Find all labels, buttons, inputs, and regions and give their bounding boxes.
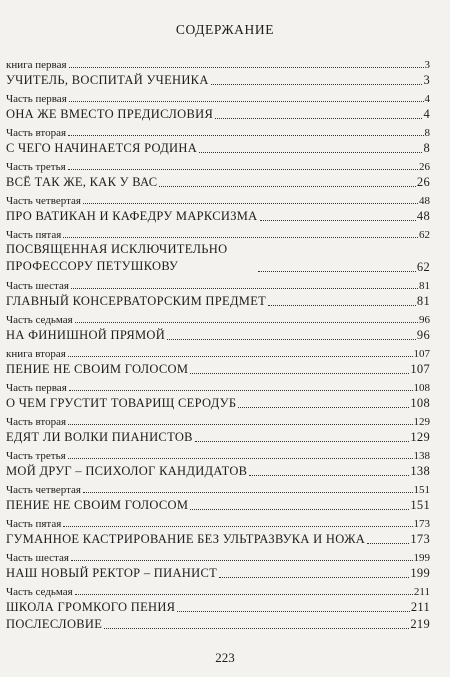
toc-entry-page: 96 [416, 328, 430, 342]
toc-entry-page: 81 [419, 280, 430, 292]
toc-entry-title: Часть четвертая [6, 484, 81, 496]
toc-entry-title: ОНА ЖЕ ВМЕСТО ПРЕДИСЛОВИЯ [6, 107, 214, 121]
toc-entry-page: 8 [423, 141, 430, 155]
toc-entry-page: 48 [419, 195, 430, 207]
toc-entry-title: Часть первая [6, 93, 67, 105]
dot-leader [68, 134, 423, 136]
dot-leader [199, 151, 422, 153]
toc-entry-page: 151 [410, 498, 430, 512]
dot-leader [249, 474, 409, 476]
dot-leader [190, 508, 409, 510]
toc-entry-page: 8 [424, 127, 430, 139]
toc-entry-title: Часть вторая [6, 127, 67, 139]
toc-entry [6, 241, 430, 275]
toc-entry [6, 275, 430, 292]
dot-leader [63, 236, 418, 238]
toc-entry-page: 138 [413, 450, 430, 462]
toc-entry-title: О ЧЕМ ГРУСТИТ ТОВАРИЩ СЕРОДУБ [6, 396, 237, 410]
toc-entry [6, 122, 430, 139]
toc-entry-page: 81 [416, 294, 430, 308]
toc-entry-title: книга вторая [6, 348, 66, 360]
page-number: 223 [215, 650, 235, 665]
toc-entry-page: 3 [423, 73, 430, 87]
toc-entry-title: ГУМАННОЕ КАСТРИРОВАНИЕ БЕЗ УЛЬТРАЗВУКА И НОЖА [6, 532, 366, 546]
toc-entry-page: 211 [410, 600, 430, 614]
toc-entry-page: 138 [410, 464, 430, 478]
toc-entry [6, 581, 430, 598]
dot-leader [195, 440, 410, 442]
toc-entry-title: ПРО ВАТИКАН И КАФЕДРУ МАРКСИЗМА [6, 209, 258, 223]
toc-entry-page: 129 [410, 430, 430, 444]
toc-entry-page: 108 [410, 396, 430, 410]
toc-entry [6, 88, 430, 105]
toc-entry-page: 173 [410, 532, 430, 546]
toc-entry [6, 411, 430, 428]
toc-entry-page: 199 [413, 552, 430, 564]
toc-entry [6, 71, 430, 88]
toc-entry-page: 151 [413, 484, 430, 496]
toc-entry [6, 547, 430, 564]
toc-entry [6, 530, 430, 547]
dot-leader [68, 457, 413, 459]
dot-leader [69, 66, 424, 68]
dot-leader [219, 576, 409, 578]
toc-entry-title: ПОСВЯЩЕННАЯ ИСКЛЮЧИТЕЛЬНО ПРОФЕССОРУ ПЕТУШКОВУ [6, 242, 228, 273]
toc-entry-page: 4 [424, 93, 430, 105]
dot-leader [83, 491, 413, 493]
dot-leader [69, 100, 424, 102]
toc-entry [6, 513, 430, 530]
dot-leader [190, 372, 409, 374]
dot-leader [211, 83, 423, 85]
toc-entry-title: ЕДЯТ ЛИ ВОЛКИ ПИАНИСТОВ [6, 430, 193, 444]
toc-entry [6, 343, 430, 360]
toc-entry-page: 219 [410, 617, 430, 631]
toc-entry-title: НАШ НОВЫЙ РЕКТОР – ПИАНИСТ [6, 566, 218, 580]
toc-entry [6, 292, 430, 309]
toc-entry-title: МОЙ ДРУГ – ПСИХОЛОГ КАНДИДАТОВ [6, 464, 248, 478]
dot-leader [71, 287, 418, 289]
dot-leader [104, 627, 409, 629]
toc-entry-page: 96 [419, 314, 430, 326]
dot-leader [69, 389, 413, 391]
toc-entry-title: Часть первая [6, 382, 67, 394]
toc-entry-title: ПЕНИЕ НЕ СВОИМ ГОЛОСОМ [6, 498, 189, 512]
toc-entry-title: Часть шестая [6, 552, 69, 564]
dot-leader [63, 525, 412, 527]
toc-entry-page: 107 [410, 362, 430, 376]
dot-leader [177, 610, 409, 612]
dot-leader [71, 559, 413, 561]
toc-entry [6, 54, 430, 71]
toc-entry [6, 564, 430, 581]
dot-leader [367, 542, 409, 544]
toc-entry-page: 4 [423, 107, 430, 121]
toc-entry-page: 62 [419, 229, 430, 241]
toc-entry-title: Часть четвертая [6, 195, 81, 207]
toc-entry-page: 199 [410, 566, 430, 580]
toc-entry [6, 479, 430, 496]
dot-leader [238, 406, 409, 408]
toc-entry [6, 496, 430, 513]
toc-entry-title: Часть пятая [6, 518, 62, 530]
toc-entry [6, 156, 430, 173]
toc-entry-page: 26 [416, 175, 430, 189]
toc-entry-title: книга первая [6, 59, 67, 71]
toc-entry-page: 48 [416, 209, 430, 223]
dot-leader [215, 117, 422, 119]
dot-leader [75, 593, 413, 595]
toc-entry-page: 62 [416, 260, 430, 274]
toc-entry-title: Часть третья [6, 450, 66, 462]
toc-entry [6, 462, 430, 479]
toc-entry-page: 3 [424, 59, 430, 71]
dot-leader [83, 202, 418, 204]
toc-entry [6, 445, 430, 462]
dot-leader [260, 219, 416, 221]
toc-entry-title: Часть вторая [6, 416, 67, 428]
dot-leader [268, 304, 416, 306]
toc-entry-title: Часть шестая [6, 280, 69, 292]
dot-leader [167, 338, 416, 340]
toc-entry-title: ПЕНИЕ НЕ СВОИМ ГОЛОСОМ [6, 362, 189, 376]
toc-entry-title: ШКОЛА ГРОМКОГО ПЕНИЯ [6, 600, 176, 614]
toc-entry-page: 211 [413, 586, 430, 598]
toc-entry-title: ВСЁ ТАК ЖЕ, КАК У ВАС [6, 175, 158, 189]
toc-entry-title: Часть седьмая [6, 586, 73, 598]
dot-leader [75, 321, 418, 323]
toc-entry [6, 139, 430, 156]
toc-entry [6, 428, 430, 445]
dot-leader [258, 270, 416, 272]
toc-entry [6, 224, 430, 241]
table-of-contents [6, 54, 430, 632]
toc-entry-page: 173 [413, 518, 430, 530]
toc-entry-title: Часть седьмая [6, 314, 73, 326]
toc-entry-title: НА ФИНИШНОЙ ПРЯМОЙ [6, 328, 166, 342]
toc-entry [6, 173, 430, 190]
dot-leader [68, 423, 412, 425]
toc-entry [6, 360, 430, 377]
toc-entry-title: УЧИТЕЛЬ, ВОСПИТАЙ УЧЕНИКА [6, 73, 209, 87]
toc-entry [6, 207, 430, 224]
toc-entry-page: 26 [419, 161, 430, 173]
toc-entry [6, 377, 430, 394]
toc-entry-page: 108 [413, 382, 430, 394]
toc-entry-title: Часть пятая [6, 229, 62, 241]
toc-entry-title: С ЧЕГО НАЧИНАЕТСЯ РОДИНА [6, 141, 198, 155]
toc-entry [6, 309, 430, 326]
toc-entry [6, 615, 430, 632]
toc-entry [6, 190, 430, 207]
toc-entry [6, 326, 430, 343]
toc-entry [6, 105, 430, 122]
toc-entry [6, 598, 430, 615]
toc-entry [6, 394, 430, 411]
page-title: СОДЕРЖАНИЕ [175, 22, 275, 37]
toc-entry-page: 107 [413, 348, 430, 360]
toc-entry-title: ГЛАВНЫЙ КОНСЕРВАТОРСКИМ ПРЕДМЕТ [6, 294, 267, 308]
dot-leader [68, 168, 418, 170]
toc-entry-page: 129 [413, 416, 430, 428]
toc-entry-title: Часть третья [6, 161, 66, 173]
dot-leader [68, 355, 413, 357]
dot-leader [159, 185, 415, 187]
toc-entry-title: ПОСЛЕСЛОВИЕ [6, 617, 103, 631]
